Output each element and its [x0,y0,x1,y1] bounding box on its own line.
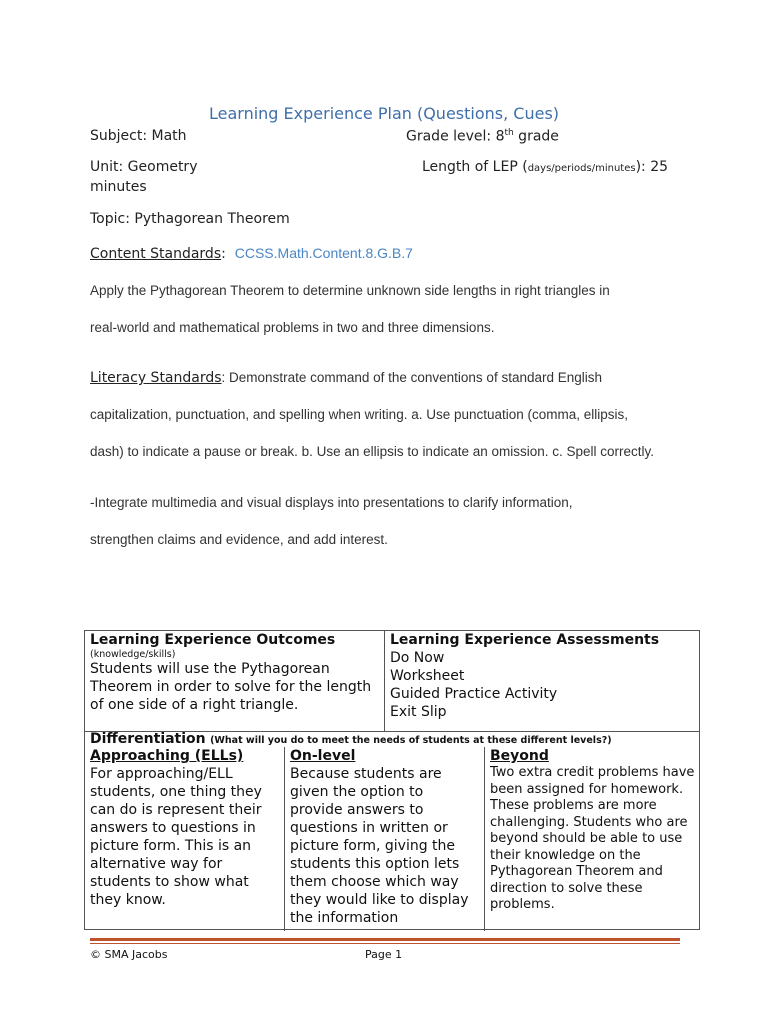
onlevel-text: Because students are given the option to provide answers to questions in written or picture form, giving the students this option lets them choose which way they would like to display the information [290,766,469,926]
content-standards-line [90,245,413,262]
length-value: ): 25 [635,159,669,175]
content-standards-label: Content Standards [90,246,222,262]
literacy-standards-line [90,370,602,386]
standard-code-link[interactable]: CCSS.Math.Content.8.G.B.7 [234,245,413,261]
assessments-header: Learning Experience Assessments [390,632,660,648]
assessment-item: Do Now [390,650,445,666]
length-continued: minutes [90,179,147,195]
approaching-cell [90,747,280,909]
assessment-item: Worksheet [390,668,465,684]
content-standards-colon: : [221,246,226,262]
outcomes-header: Learning Experience Outcomes [90,632,336,648]
literacy-standard-text-1: : Demonstrate command of the conventions of standard English [221,370,603,385]
length-prefix: Length of LEP ( [422,159,528,175]
footer-page-number: Page 1 [365,948,403,961]
literacy-standard-text-5: strengthen claims and evidence, and add interest. [90,532,388,547]
grade-prefix: Grade level: 8 [406,128,505,145]
outcomes-cell [90,631,380,714]
assessments-cell [390,631,695,721]
content-standard-text-2: real-world and mathematical problems in two and three dimensions. [90,320,495,335]
onlevel-header: On-level [290,748,356,764]
differentiation-subheader: (What will you do to meet the needs of students at these different levels?) [210,735,612,746]
outcomes-text: Students will use the Pythagorean Theorem in order to solve for the length of one side of a right triangle. [90,661,372,713]
literacy-standards-label: Literacy Standards [90,370,222,386]
length-of-lep [422,159,668,175]
assessment-item: Guided Practice Activity [390,686,558,702]
topic-label: Topic: Pythagorean Theorem [90,211,290,227]
approaching-text: For approaching/ELL students, one thing they can do is represent their answers to questions in picture form. This is an alternative way for students to show what they know. [90,766,262,908]
unit-label: Unit: Geometry [90,159,198,175]
literacy-standard-text-4: -Integrate multimedia and visual displays into presentations to clarify information, [90,495,573,510]
onlevel-cell [290,747,480,927]
grade-sup: th [504,128,514,138]
table-divider-left [284,747,285,931]
table-divider-right [484,747,485,931]
footer-rule-thin [90,943,680,944]
beyond-text: Two extra credit problems have been assigned for homework. These problems are more challenging. Students who are beyond should be able to use their knowledge on the Pythagorean Theorem and direction to solve these problems. [490,765,695,912]
length-units: days/periods/minutes [527,163,636,174]
differentiation-header: Differentiation [90,731,206,747]
table-divider-top [384,631,385,731]
plan-table [84,630,700,930]
approaching-header: Approaching (ELLs) [90,748,244,764]
grade-level [406,128,559,145]
footer-rule-thick [90,938,680,941]
assessment-item: Exit Slip [390,704,447,720]
subject-label: Subject: Math [90,128,187,144]
footer-copyright: © SMA Jacobs [90,948,168,961]
outcomes-subheader: (knowledge/skills) [90,649,176,660]
grade-suffix: grade [513,128,559,145]
literacy-standard-text-3: dash) to indicate a pause or break. b. Use an ellipsis to indicate an omission. c. Spell correctly. [90,444,655,459]
content-standard-text-1: Apply the Pythagorean Theorem to determine unknown side lengths in right triangles in [90,283,610,298]
literacy-standard-text-2: capitalization, punctuation, and spelling when writing. a. Use punctuation (comma, ellipsis, [90,407,629,422]
page-title: Learning Experience Plan (Questions, Cues) [208,104,560,123]
beyond-header: Beyond [490,748,549,764]
beyond-cell [490,747,696,914]
